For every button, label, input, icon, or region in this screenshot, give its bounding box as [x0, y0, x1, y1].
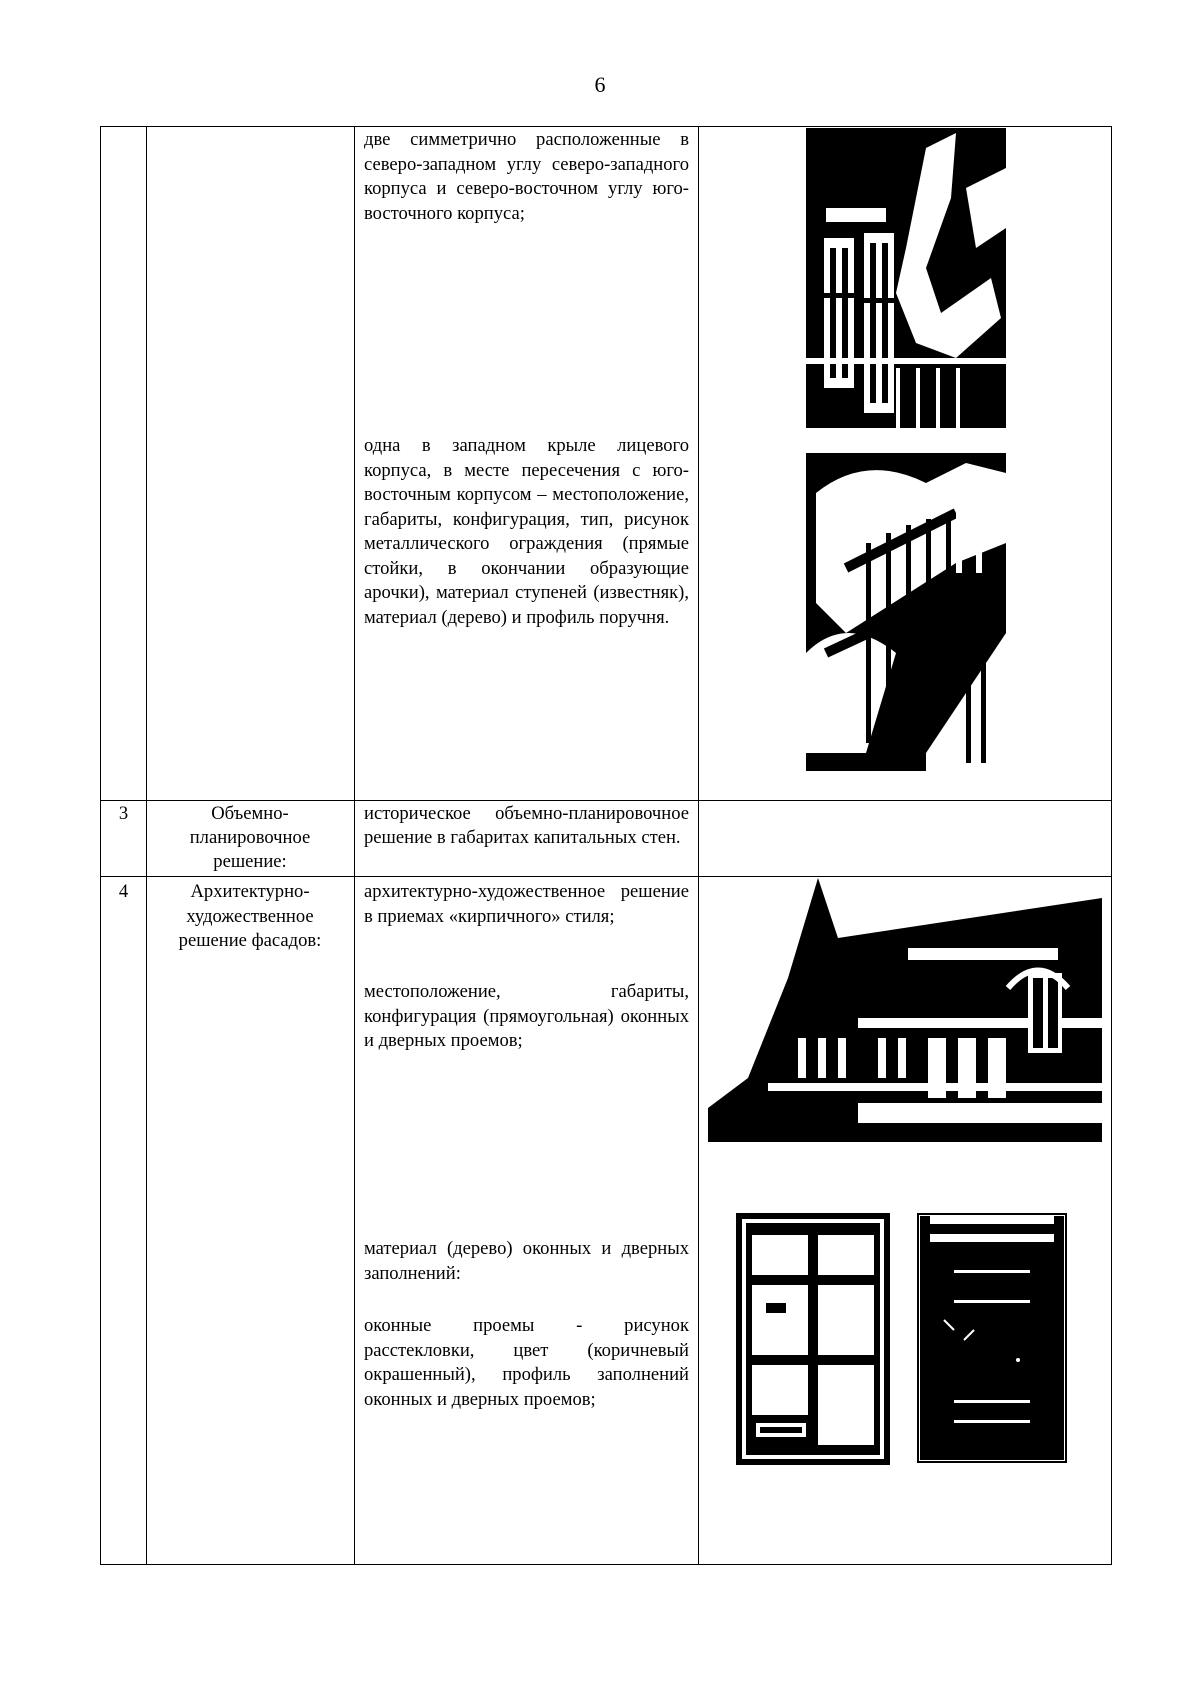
table-border-top [100, 126, 1112, 127]
description-paragraph: архитектурно-художественное решение в приемах «кирпичного» стиля; [364, 881, 689, 927]
row-divider [100, 800, 1112, 801]
staircase-photo-2 [806, 453, 1006, 771]
page-number: 6 [594, 72, 606, 97]
row-divider [100, 876, 1112, 877]
description-paragraph: оконные проемы - рисунок расстекловки, цвет (коричневый окрашенный), профиль заполнений оконных и дверных проемов; [364, 1315, 689, 1410]
row-number: 4 [118, 881, 129, 902]
feature-name: Архитектурно-художественное решение фасадов: [178, 881, 322, 951]
table-border-left [100, 126, 101, 1565]
door-photo [914, 1210, 1070, 1466]
facade-photo [708, 878, 1102, 1142]
table-border-right [1111, 126, 1112, 1565]
description-paragraph: две симметрично расположенные в северо-западном углу северо-западного корпуса и северо-восточном углу юго-восточного корпуса; [364, 129, 689, 224]
description-paragraph: одна в западном крыле лицевого корпуса, в месте пересечения с юго-восточным корпусом – местоположение, габариты, конфигурация, тип, рисунок металлического ограждения (прямые стойки, в окончании образующие арочки), материал ступеней (известняк), материал (дерево) и профиль поручня. [364, 435, 689, 628]
window-photo [736, 1213, 890, 1465]
description-paragraph: местоположение, габариты, конфигурация (прямоугольная) оконных и дверных проемов; [364, 981, 689, 1051]
staircase-photo-1 [806, 128, 1006, 428]
column-divider [146, 126, 147, 1565]
description-paragraph: материал (дерево) оконных и дверных заполнений: [364, 1238, 689, 1284]
column-divider [354, 126, 355, 1565]
column-divider [698, 126, 699, 1565]
description-paragraph: историческое объемно-планировочное решение в габаритах капитальных стен. [364, 803, 689, 848]
table-border-bottom [100, 1564, 1112, 1565]
feature-name: Объемно-планировочное решение: [189, 803, 311, 872]
row-number: 3 [118, 803, 129, 824]
